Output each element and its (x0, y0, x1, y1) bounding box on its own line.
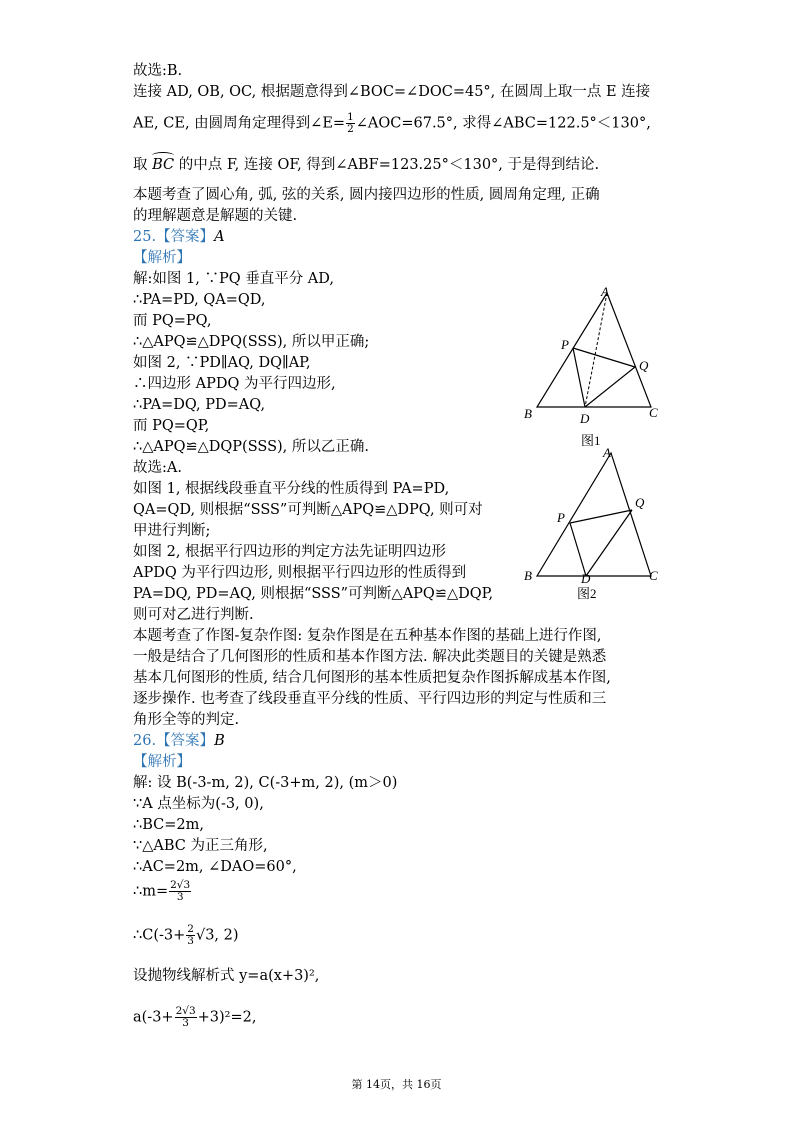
text-segment: 的中点 F, 连接 OF, 得到∠ABF=123.25°＜130°, 于是得到结论. (178, 157, 600, 173)
solution-line: 如图 2, 根据平行四边形的判定方法先证明四边形 (133, 544, 447, 560)
solution-line: ∵△ABC 为正三角形, (133, 838, 268, 854)
label-b: B (524, 406, 532, 421)
solution-line: 逐步操作. 也考查了线段垂直平分线的性质、平行四边形的判定与性质和三 (133, 691, 607, 707)
solution-line: 如图 1, 根据线段垂直平分线的性质得到 PA=PD, (133, 481, 450, 497)
text-line (133, 112, 651, 135)
text-segment: ∴C(-3+ (133, 927, 186, 944)
solution-line: 故选:A. (133, 460, 182, 476)
label-p: P (557, 510, 565, 525)
fraction-denominator: 2 (347, 123, 354, 135)
solution-line: 则可对乙进行判断. (133, 607, 254, 623)
solution-line: PA=DQ, PD=AQ, 则根据“SSS”可判断△APQ≌△DQP, (133, 586, 494, 602)
answer-letter: B (214, 733, 225, 749)
solution-line: 角形全等的判定. (133, 712, 240, 728)
solution-line: ∵A 点坐标为(-3, 0), (133, 796, 264, 812)
answer-choice-line: 故选:B. (133, 63, 183, 79)
text-segment: AE, CE, 由圆周角定理得到∠E= (133, 115, 346, 132)
figure-2-caption: 图2 (577, 586, 597, 601)
fraction-numerator: 2√3 (170, 879, 191, 891)
solution-line: 而 PQ=PQ, (133, 313, 212, 329)
label-q: Q (635, 495, 645, 510)
solution-line: 解:如图 1, ∵PQ 垂直平分 AD, (133, 271, 334, 287)
solution-line: 基本几何图形的性质, 结合几何图形的基本性质把复杂作图拆解成基本作图, (133, 670, 611, 686)
fraction (346, 112, 355, 135)
solution-line (133, 1006, 256, 1029)
triangle-abc (537, 453, 651, 576)
analysis-heading: 【解析】 (133, 754, 191, 770)
text-line: 的理解题意是解题的关键. (133, 208, 298, 224)
segment-qd (585, 367, 635, 407)
fraction-numerator: 1 (347, 111, 354, 123)
fraction-numerator: 2 (187, 923, 194, 935)
solution-line: ∴PA=DQ, PD=AQ, (133, 397, 266, 413)
fraction-denominator: 3 (182, 1017, 189, 1029)
analysis-heading: 【解析】 (133, 250, 191, 266)
solution-line: 如图 2, ∵PD∥AQ, DQ∥AP, (133, 355, 311, 371)
fraction (186, 924, 195, 947)
question-number: 26.【答案】 (133, 733, 215, 749)
solution-line: ∴BC=2m, (133, 817, 204, 833)
fraction-numerator: 2√3 (175, 1005, 196, 1017)
figure-1 (515, 283, 665, 453)
text-line: 连接 AD, OB, OC, 根据题意得到∠BOC=∠DOC=45°, 在圆周上取一点 E 连接 (133, 84, 651, 100)
solution-line: QA=QD, 则根据“SSS”可判断△APQ≌△DPQ, 则可对 (133, 502, 483, 518)
solution-line: 设抛物线解析式 y=a(x+3)², (133, 968, 320, 984)
label-b: B (524, 568, 532, 583)
segment-qd (586, 510, 632, 576)
question-25-answer (133, 227, 225, 247)
solution-line: ∴PA=PD, QA=QD, (133, 292, 266, 308)
text-line (133, 155, 599, 175)
label-q: Q (639, 358, 649, 373)
solution-line: 本题考查了作图-复杂作图: 复杂作图是在五种基本作图的基础上进行作图, (133, 628, 602, 644)
figure-1-caption: 图1 (581, 433, 601, 448)
solution-line: 而 PQ=QP, (133, 418, 210, 434)
text-segment: +3)²=2, (197, 1009, 257, 1026)
triangle-abc (537, 293, 651, 407)
label-c: C (649, 405, 658, 420)
solution-line (133, 880, 192, 903)
fraction (169, 880, 191, 903)
page-footer: 第 14页，共 16页 (351, 1078, 442, 1091)
answer-letter: A (214, 229, 225, 245)
solution-line: ∴四边形 APDQ 为平行四边形, (133, 376, 336, 392)
label-d: D (581, 571, 591, 586)
solution-line: ∴△APQ≌△DQP(SSS), 所以乙正确. (133, 439, 369, 455)
segment-pq (573, 348, 635, 367)
fraction (175, 1006, 197, 1029)
label-d: D (580, 411, 590, 426)
segment-pd (573, 348, 585, 407)
segment-pq (570, 510, 632, 523)
text-segment: ∠AOC=67.5°, 求得∠ABC=122.5°＜130°, (355, 115, 651, 132)
label-c: C (649, 568, 658, 583)
label-a: A (601, 284, 609, 299)
solution-line (133, 924, 239, 947)
fraction-denominator: 3 (187, 935, 194, 947)
question-26-answer (133, 731, 225, 751)
solution-line: 解: 设 B(-3-m, 2), C(-3+m, 2), (m＞0) (133, 775, 398, 791)
segment-pd (570, 523, 586, 576)
text-segment: 取 (133, 157, 148, 173)
text-segment: a(-3+ (133, 1009, 174, 1026)
figure-2 (515, 443, 665, 608)
solution-line: ∴AC=2m, ∠DAO=60°, (133, 859, 297, 875)
text-line: 本题考查了圆心角, 弧, 弦的关系, 圆内接四边形的性质, 圆周角定理, 正确 (133, 187, 600, 203)
solution-line: APDQ 为平行四边形, 则根据平行四边形的性质得到 (133, 565, 467, 581)
text-segment: √3, 2) (195, 927, 239, 944)
question-number: 25.【答案】 (133, 229, 215, 245)
label-p: P (561, 337, 569, 352)
solution-line: 一般是结合了几何图形的性质和基本作图方法. 解决此类题目的关键是熟悉 (133, 649, 607, 665)
arc-bc: BC (152, 157, 175, 173)
solution-line: ∴△APQ≌△DPQ(SSS), 所以甲正确; (133, 334, 370, 350)
fraction-denominator: 3 (176, 891, 184, 903)
text-segment: ∴m= (133, 883, 169, 900)
solution-line: 甲进行判断; (133, 523, 211, 539)
label-a: A (603, 445, 611, 460)
